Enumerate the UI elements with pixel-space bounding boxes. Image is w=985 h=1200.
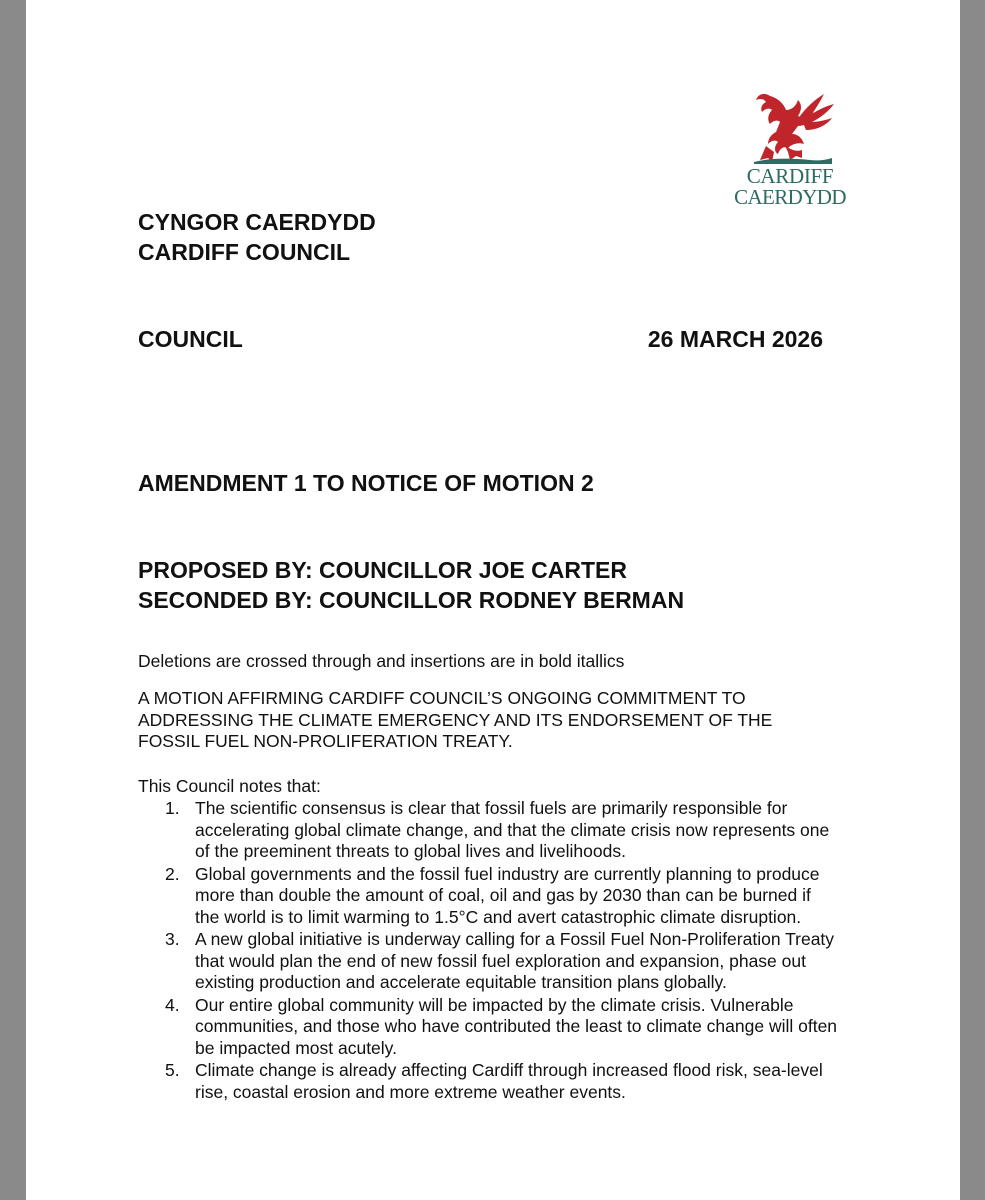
- list-item: [138, 1060, 838, 1103]
- notes-intro: This Council notes that:: [138, 776, 321, 796]
- council-name-welsh: CYNGOR CAERDYDD: [138, 209, 376, 235]
- list-item: [138, 798, 838, 863]
- list-item-text: Our entire global community will be impacted by the climate crisis. Vulnerable communities, and those who have contributed the least to climate change will often be impacted most acutely.: [195, 994, 838, 1058]
- editing-note: Deletions are crossed through and insertions are in bold itallics: [138, 651, 625, 671]
- list-item-number: 3.: [165, 929, 180, 949]
- list-item-text: Climate change is already affecting Cardiff through increased flood risk, sea-level rise, coastal erosion and more extreme weather events.: [195, 1060, 823, 1102]
- list-item-text: A new global initiative is underway calling for a Fossil Fuel Non-Proliferation Treaty that would plan the end of new fossil fuel exploration and expansion, phase out existing production and accelerate equitable transition plans globally.: [195, 929, 835, 992]
- meeting-body: COUNCIL: [138, 326, 243, 352]
- motion-title: A MOTION AFFIRMING CARDIFF COUNCIL’S ONGOING COMMITMENT TO ADDRESSING THE CLIMATE EMERGENCY AND ITS ENDORSEMENT OF THE FOSSIL FUEL NON-PROLIFERATION TREATY.: [138, 688, 773, 751]
- meeting-date: 26 MARCH 2026: [647, 326, 823, 352]
- cardiff-council-logo: [730, 86, 850, 208]
- notes-list: [138, 798, 838, 1104]
- seconded-by: SECONDED BY: COUNCILLOR RODNEY BERMAN: [138, 587, 685, 613]
- document-page: [26, 0, 960, 1200]
- list-item-number: 1.: [165, 798, 180, 818]
- list-item-number: 5.: [165, 1060, 180, 1080]
- document-title: AMENDMENT 1 TO NOTICE OF MOTION 2: [138, 470, 594, 496]
- logo-text-welsh: CAERDYDD: [734, 185, 846, 209]
- list-item-text: The scientific consensus is clear that fossil fuels are primarily responsible for accelerating global climate change, and that the climate crisis now represents one of the preeminent threats to global lives and livelihoods.: [195, 798, 830, 861]
- logo-text-english: CARDIFF: [746, 164, 834, 188]
- list-item-number: 2.: [165, 863, 180, 884]
- council-name-english: CARDIFF COUNCIL: [138, 239, 351, 265]
- list-item-number: 4.: [165, 994, 180, 1015]
- list-item: [138, 864, 838, 929]
- list-item: [138, 995, 838, 1060]
- welsh-dragon-icon: [740, 86, 840, 166]
- list-item: [138, 929, 838, 994]
- proposed-by: PROPOSED BY: COUNCILLOR JOE CARTER: [138, 557, 627, 583]
- list-item-text: Global governments and the fossil fuel industry are currently planning to produce more than double the amount of coal, oil and gas by 2030 than can be burned if the world is to limit warming to 1.5°C and avert catastrophic climate disruption.: [195, 863, 820, 927]
